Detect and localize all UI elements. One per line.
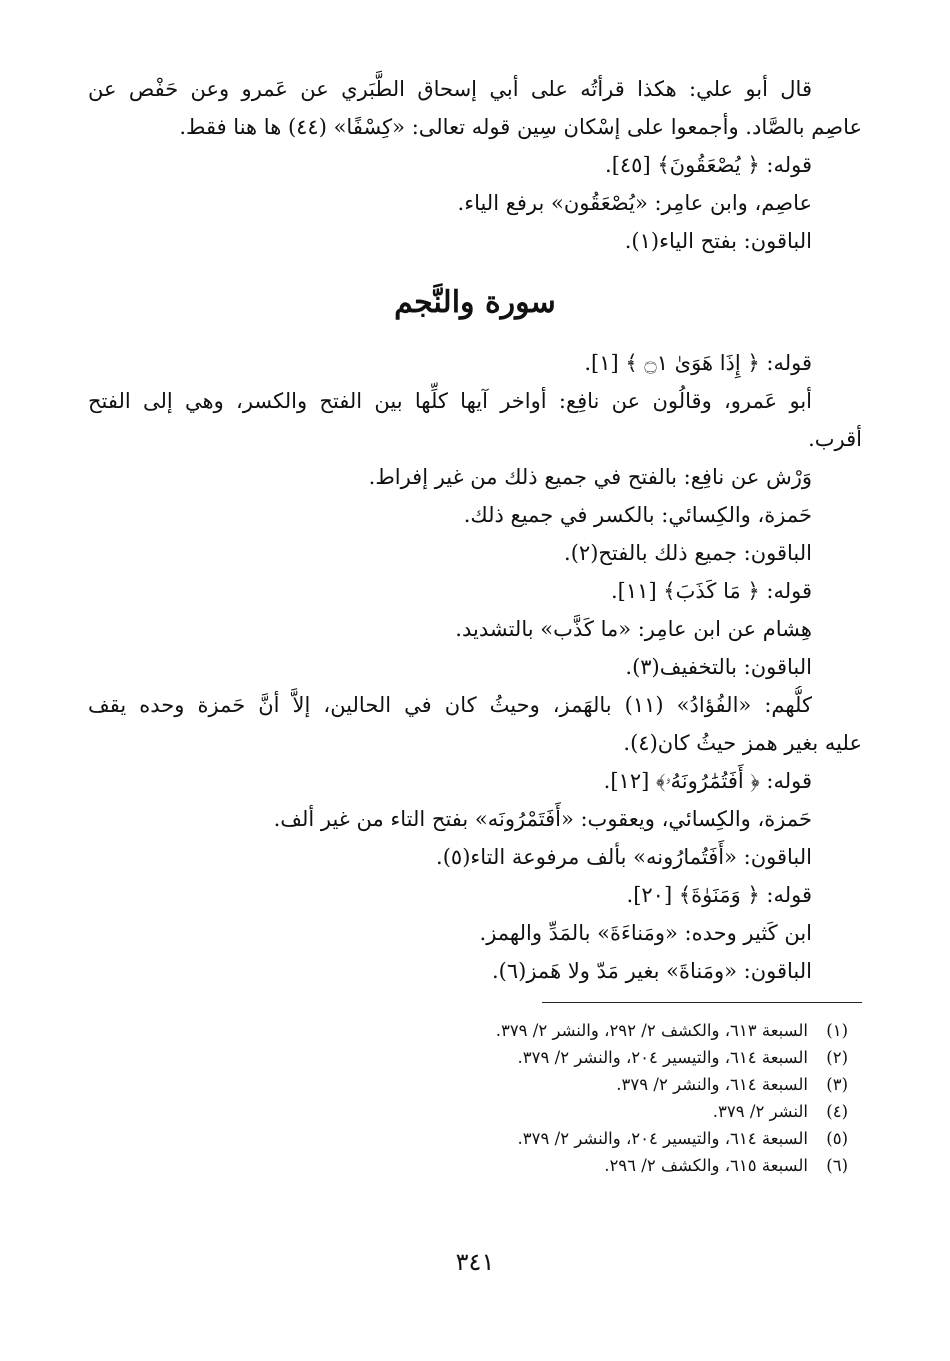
footnote-number: (٢) xyxy=(826,1048,848,1067)
text-line: قوله: ﴿ مَا كَذَبَ﴾ [١١]. xyxy=(611,579,812,603)
text-line: عاصِم بالصَّاد. وأجمعوا على إسْكان سِين قوله تعالى: «كِسْفًا» (٤٤) ها هنا فقط. xyxy=(179,115,862,139)
footnote-text: السبعة ٦١٤، والنشر ٢/ ٣٧٩. xyxy=(616,1075,808,1094)
text-line: الباقون: بفتح الياء(١). xyxy=(624,229,812,253)
paragraph-block-bottom xyxy=(88,344,862,990)
text-line: قوله: ﴿ إِذَا هَوَىٰ ۝١ ﴾ [١]. xyxy=(584,351,812,375)
footnote-number: (١) xyxy=(826,1021,848,1040)
text-line: هِشام عن ابن عامِر: «ما كَذَّب» بالتشديد. xyxy=(455,617,812,641)
text-line: ابن كَثير وحده: «ومَناءَةَ» بالمَدِّ والهمز. xyxy=(479,921,812,945)
page-number: ٣٤١ xyxy=(455,1248,495,1276)
text-line: أبو عَمرو، وقالُون عن نافِع: أواخر آيها كلِّها بين الفتح والكسر، وهي إلى الفتح xyxy=(88,389,812,413)
text-line: الباقون: بالتخفيف(٣). xyxy=(625,655,812,679)
text-line: الباقون: «ومَناةَ» بغير مَدّ ولا هَمز(٦). xyxy=(492,959,812,983)
paragraph-block-top xyxy=(88,70,862,260)
footnote-item xyxy=(88,1017,848,1044)
footnote-text: السبعة ٦١٤، والتيسير ٢٠٤، والنشر ٢/ ٣٧٩. xyxy=(517,1129,808,1148)
footnote-number: (٣) xyxy=(826,1075,848,1094)
footnote-number: (٥) xyxy=(826,1129,848,1148)
footnote-item xyxy=(88,1098,848,1125)
footnote-item xyxy=(88,1125,848,1152)
footnote-text: السبعة ٦١٣، والكشف ٢/ ٢٩٢، والنشر ٢/ ٣٧٩. xyxy=(495,1021,808,1040)
footnote-item xyxy=(88,1071,848,1098)
text-line: قال أبو علي: هكذا قرأتُه على أبي إسحاق الطَّبَري عن عَمرو وعن حَفْص عن xyxy=(88,77,812,101)
surah-title: سورة والنَّجم xyxy=(394,285,556,320)
footnote-item xyxy=(88,1152,848,1179)
footnote-text: السبعة ٦١٥، والكشف ٢/ ٢٩٦. xyxy=(604,1156,808,1175)
footnote-number: (٦) xyxy=(826,1156,848,1175)
text-line: حَمزة، والكِسائي، ويعقوب: «أَفَتَمْرُونَه» بفتح التاء من غير ألف. xyxy=(273,807,812,831)
body-text xyxy=(88,70,862,990)
footnote-text: السبعة ٦١٤، والتيسير ٢٠٤، والنشر ٢/ ٣٧٩. xyxy=(517,1048,808,1067)
text-line: الباقون: جميع ذلك بالفتح(٢). xyxy=(564,541,812,565)
text-line: قوله: ﴿ أَفَتُمَٰرُونَهُۥ﴾ [١٢]. xyxy=(603,769,812,793)
text-line: وَرْش عن نافِع: بالفتح في جميع ذلك من غير إفراط. xyxy=(368,465,812,489)
footnote-divider xyxy=(542,1002,862,1003)
text-line: أقرب. xyxy=(808,427,862,451)
text-line: عاصِم، وابن عامِر: «يُصْعَقُون» برفع الياء. xyxy=(457,191,812,215)
text-line: قوله: ﴿ يُصْعَقُونَ﴾ [٤٥]. xyxy=(605,153,812,177)
text-line: كلُّهم: «الفُؤادُ» (١١) بالهَمز، وحيثُ كان في الحالين، إلاَّ أنَّ حَمزة وحده يقف xyxy=(88,693,812,717)
text-line: قوله: ﴿ وَمَنَوٰةَ﴾ [٢٠]. xyxy=(626,883,812,907)
footnote-number: (٤) xyxy=(826,1102,848,1121)
footnotes xyxy=(88,1017,862,1179)
footnote-item xyxy=(88,1044,848,1071)
text-line: حَمزة، والكِسائي: بالكسر في جميع ذلك. xyxy=(463,503,812,527)
text-line: الباقون: «أَفَتُمارُونه» بألف مرفوعة التاء(٥). xyxy=(436,845,812,869)
text-line: عليه بغير همز حيثُ كان(٤). xyxy=(623,731,862,755)
footnote-text: النشر ٢/ ٣٧٩. xyxy=(712,1102,808,1121)
